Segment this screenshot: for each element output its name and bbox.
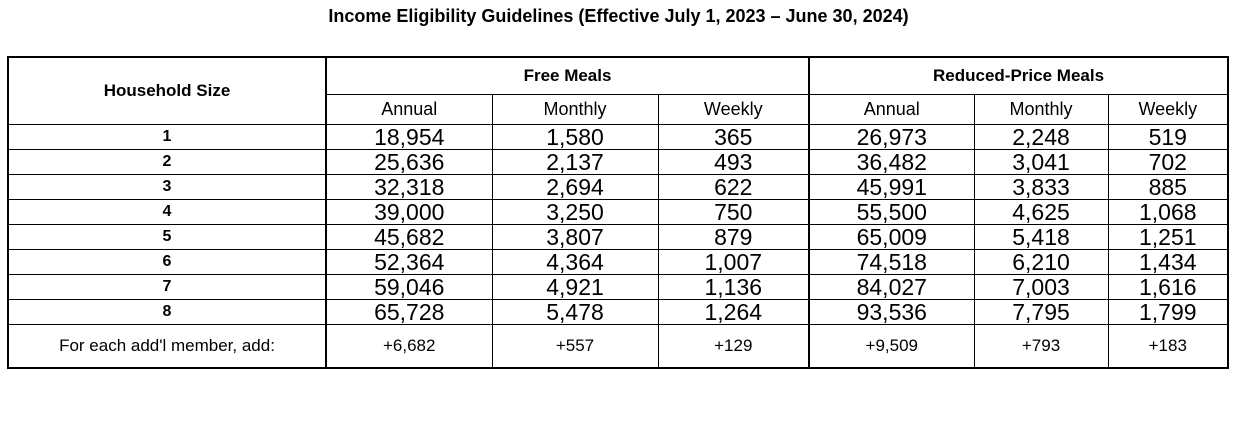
free-annual-cell: 18,954 — [326, 125, 492, 150]
reduced-weekly-cell: 1,068 — [1108, 200, 1228, 225]
table-row — [8, 125, 1228, 150]
free-monthly-cell: 4,364 — [492, 250, 658, 275]
reduced-monthly-cell: 4,625 — [974, 200, 1108, 225]
table-row — [8, 225, 1228, 250]
reduced-monthly-cell: 6,210 — [974, 250, 1108, 275]
table-row — [8, 300, 1228, 325]
household-size-cell: 5 — [8, 225, 326, 250]
reduced-annual-cell: 65,009 — [809, 225, 974, 250]
free-monthly-cell: 2,137 — [492, 150, 658, 175]
free-monthly-cell: 1,580 — [492, 125, 658, 150]
household-size-cell: 1 — [8, 125, 326, 150]
reduced-weekly-header: Weekly — [1108, 95, 1228, 125]
free-annual-cell: 52,364 — [326, 250, 492, 275]
reduced-weekly-cell: 1,434 — [1108, 250, 1228, 275]
free-weekly-cell: 493 — [658, 150, 809, 175]
reduced-weekly-cell: 885 — [1108, 175, 1228, 200]
reduced-monthly-cell: 2,248 — [974, 125, 1108, 150]
free-weekly-cell: 1,264 — [658, 300, 809, 325]
household-size-cell: 6 — [8, 250, 326, 275]
reduced-annual-additional-cell: +9,509 — [809, 325, 974, 369]
free-weekly-cell: 365 — [658, 125, 809, 150]
reduced-price-meals-header: Reduced-Price Meals — [809, 57, 1228, 95]
reduced-weekly-cell: 1,251 — [1108, 225, 1228, 250]
free-annual-cell: 39,000 — [326, 200, 492, 225]
free-weekly-cell: 622 — [658, 175, 809, 200]
free-meals-header: Free Meals — [326, 57, 809, 95]
reduced-weekly-cell: 1,799 — [1108, 300, 1228, 325]
household-size-header: Household Size — [8, 57, 326, 125]
page-title: Income Eligibility Guidelines (Effective July 1, 2023 – June 30, 2024) — [328, 6, 909, 26]
reduced-annual-cell: 93,536 — [809, 300, 974, 325]
household-size-cell: 8 — [8, 300, 326, 325]
reduced-annual-cell: 74,518 — [809, 250, 974, 275]
reduced-annual-header: Annual — [809, 95, 974, 125]
household-size-cell: 2 — [8, 150, 326, 175]
household-size-cell: 4 — [8, 200, 326, 225]
free-annual-cell: 45,682 — [326, 225, 492, 250]
table-row — [8, 150, 1228, 175]
free-monthly-cell: 4,921 — [492, 275, 658, 300]
free-monthly-cell: 2,694 — [492, 175, 658, 200]
free-monthly-additional-cell: +557 — [492, 325, 658, 369]
reduced-annual-cell: 36,482 — [809, 150, 974, 175]
additional-member-label: For each add'l member, add: — [8, 325, 326, 369]
reduced-weekly-cell: 702 — [1108, 150, 1228, 175]
free-annual-cell: 25,636 — [326, 150, 492, 175]
reduced-weekly-cell: 1,616 — [1108, 275, 1228, 300]
free-monthly-cell: 3,250 — [492, 200, 658, 225]
household-size-cell: 3 — [8, 175, 326, 200]
reduced-annual-cell: 26,973 — [809, 125, 974, 150]
reduced-monthly-cell: 7,795 — [974, 300, 1108, 325]
free-annual-header: Annual — [326, 95, 492, 125]
reduced-annual-cell: 55,500 — [809, 200, 974, 225]
reduced-monthly-cell: 5,418 — [974, 225, 1108, 250]
reduced-monthly-header: Monthly — [974, 95, 1108, 125]
reduced-weekly-additional-cell: +183 — [1108, 325, 1228, 369]
table-row — [8, 175, 1228, 200]
additional-member-row — [8, 325, 1228, 369]
free-weekly-cell: 1,136 — [658, 275, 809, 300]
free-annual-additional-cell: +6,682 — [326, 325, 492, 369]
reduced-monthly-cell: 7,003 — [974, 275, 1108, 300]
reduced-monthly-additional-cell: +793 — [974, 325, 1108, 369]
table-row — [8, 250, 1228, 275]
reduced-annual-cell: 45,991 — [809, 175, 974, 200]
free-monthly-cell: 3,807 — [492, 225, 658, 250]
free-monthly-cell: 5,478 — [492, 300, 658, 325]
free-weekly-cell: 879 — [658, 225, 809, 250]
free-annual-cell: 65,728 — [326, 300, 492, 325]
free-monthly-header: Monthly — [492, 95, 658, 125]
free-annual-cell: 59,046 — [326, 275, 492, 300]
free-weekly-cell: 750 — [658, 200, 809, 225]
table-row — [8, 200, 1228, 225]
income-guidelines-table — [7, 56, 1229, 369]
reduced-monthly-cell: 3,833 — [974, 175, 1108, 200]
reduced-weekly-cell: 519 — [1108, 125, 1228, 150]
table-row — [8, 275, 1228, 300]
free-weekly-additional-cell: +129 — [658, 325, 809, 369]
reduced-annual-cell: 84,027 — [809, 275, 974, 300]
free-weekly-cell: 1,007 — [658, 250, 809, 275]
free-annual-cell: 32,318 — [326, 175, 492, 200]
reduced-monthly-cell: 3,041 — [974, 150, 1108, 175]
free-weekly-header: Weekly — [658, 95, 809, 125]
household-size-cell: 7 — [8, 275, 326, 300]
